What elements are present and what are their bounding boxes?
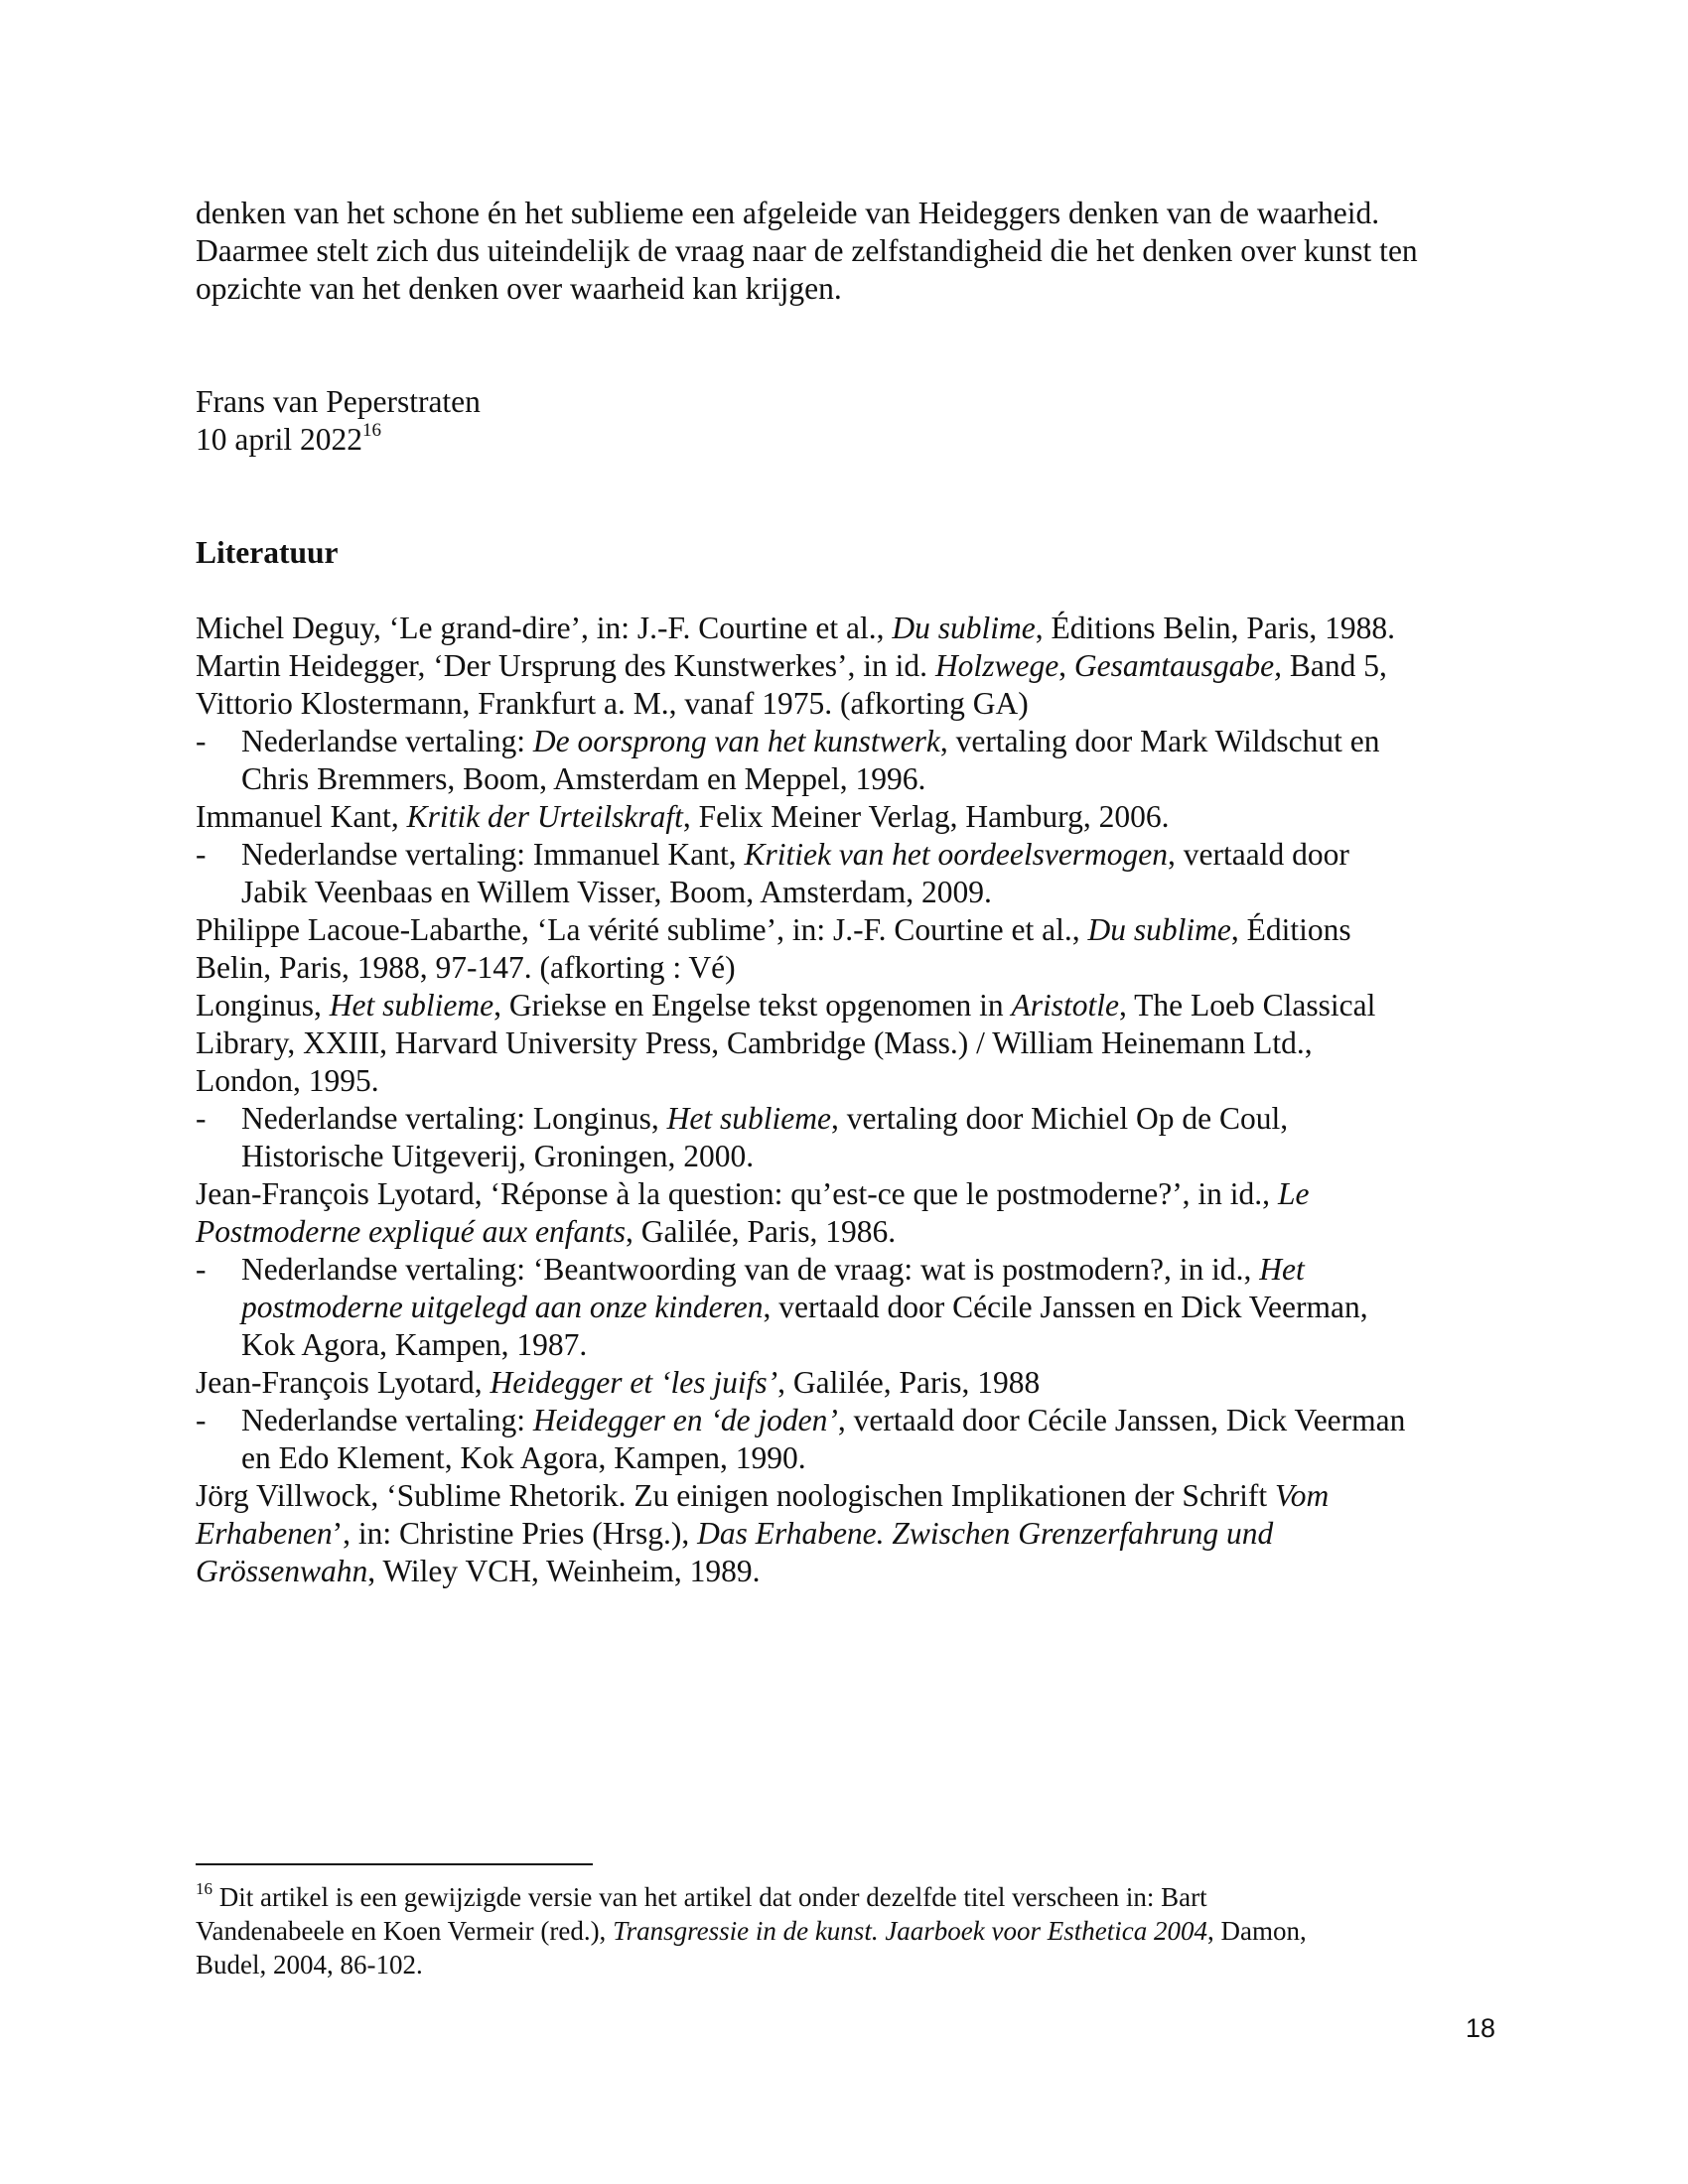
ref-villwock-line-3: Grössenwahn, Wiley VCH, Weinheim, 1989. [196,1554,761,1588]
literature-heading: Literatuur [196,535,339,570]
ref-villwock-line-2: Erhabenen’, in: Christine Pries (Hrsg.), Das Erhabene. Zwischen Grenzerfahrung und [196,1516,1274,1551]
ref-heidegger-translation-2: Chris Bremmers, Boom, Amsterdam en Meppel, 1996. [241,761,926,796]
ref-lyotard1-translation-2: postmoderne uitgelegd aan onze kinderen, vertaald door Cécile Janssen en Dick Veerman, [241,1290,1368,1324]
intro-line-2: Daarmee stelt zich dus uiteindelijk de vraag naar de zelfstandigheid die het denken over kunst ten [196,233,1418,268]
footnote-number: 16 [196,1879,212,1898]
ref-lyotard1-translation-1: Nederlandse vertaling: ‘Beantwoording van de vraag: wat is postmodern?, in id., Het [241,1252,1305,1287]
ref-heidegger-translation-1: Nederlandse vertaling: De oorsprong van het kunstwerk, vertaling door Mark Wildschut en [241,724,1380,758]
ref-lyotard2: Jean-François Lyotard, Heidegger et ‘les juifs’, Galilée, Paris, 1988 [196,1365,1041,1400]
ref-kant: Immanuel Kant, Kritik der Urteilskraft, Felix Meiner Verlag, Hamburg, 2006. [196,799,1170,834]
author-name: Frans van Peperstraten [196,384,481,419]
ref-longinus-line-2: Library, XXIII, Harvard University Press, Cambridge (Mass.) / William Heinemann Ltd., [196,1025,1313,1060]
bullet-dash: - [196,1101,207,1136]
ref-longinus-translation-1: Nederlandse vertaling: Longinus, Het sublieme, vertaling door Michiel Op de Coul, [241,1101,1289,1136]
ref-lacoue-line-2: Belin, Paris, 1988, 97-147. (afkorting : Vé) [196,950,736,985]
bullet-dash: - [196,1252,207,1287]
ref-lyotard1-line-2: Postmoderne expliqué aux enfants, Galilée, Paris, 1986. [196,1214,897,1249]
ref-villwock-line-1: Jörg Villwock, ‘Sublime Rhetorik. Zu einigen noologischen Implikationen der Schrift Vom [196,1478,1330,1513]
ref-heidegger-line-1: Martin Heidegger, ‘Der Ursprung des Kunstwerkes’, in id. Holzwege, Gesamtausgabe, Band 5, [196,648,1387,683]
ref-heidegger-line-2: Vittorio Klostermann, Frankfurt a. M., vanaf 1975. (afkorting GA) [196,686,1029,721]
footnote-line-2: Vandenabeele en Koen Vermeir (red.), Transgressie in de kunst. Jaarboek voor Esthetica 2004, Damon, [196,1916,1307,1946]
signature-date: 10 april 2022$^{16}$ [196,419,381,457]
page-number: 18 [1466,2013,1496,2043]
footnote-line-1: $^{16}$ Dit artikel is een gewijzigde versie van het artikel dat onder dezelfde titel verscheen in: Bart [196,1879,1207,1912]
ref-lyotard2-translation-2: en Edo Klement, Kok Agora, Kampen, 1990. [241,1440,806,1475]
ref-lyotard1-line-1: Jean-François Lyotard, ‘Réponse à la question: qu’est-ce que le postmoderne?’, in id., Le [196,1176,1310,1211]
ref-lyotard1-translation-3: Kok Agora, Kampen, 1987. [241,1327,588,1362]
ref-deguy: Michel Deguy, ‘Le grand-dire’, in: J.-F. Courtine et al., Du sublime, Éditions Belin, Paris, 1988. [196,611,1395,645]
bullet-dash: - [196,837,207,872]
ref-kant-translation-1: Nederlandse vertaling: Immanuel Kant, Kritiek van het oordeelsvermogen, vertaald door [241,837,1349,872]
footnote-line-3: Budel, 2004, 86-102. [196,1950,423,1979]
ref-longinus-line-3: London, 1995. [196,1063,379,1098]
bullet-dash: - [196,724,207,758]
intro-line-1: denken van het schone én het sublieme een afgeleide van Heideggers denken van de waarheid. [196,196,1380,230]
ref-kant-translation-2: Jabik Veenbaas en Willem Visser, Boom, Amsterdam, 2009. [241,875,992,909]
footnote-ref[interactable]: 16 [361,419,381,441]
ref-longinus-line-1: Longinus, Het sublieme, Griekse en Engelse tekst opgenomen in Aristotle, The Loeb Classical [196,988,1376,1023]
footnote-separator [196,1863,593,1865]
intro-line-3: opzichte van het denken over waarheid kan krijgen. [196,271,842,306]
bullet-dash: - [196,1403,207,1437]
ref-lacoue-line-1: Philippe Lacoue-Labarthe, ‘La vérité sublime’, in: J.-F. Courtine et al., Du sublime, Éditions [196,912,1351,947]
ref-lyotard2-translation-1: Nederlandse vertaling: Heidegger en ‘de joden’, vertaald door Cécile Janssen, Dick Veerman [241,1403,1406,1437]
ref-longinus-translation-2: Historische Uitgeverij, Groningen, 2000. [241,1139,755,1173]
